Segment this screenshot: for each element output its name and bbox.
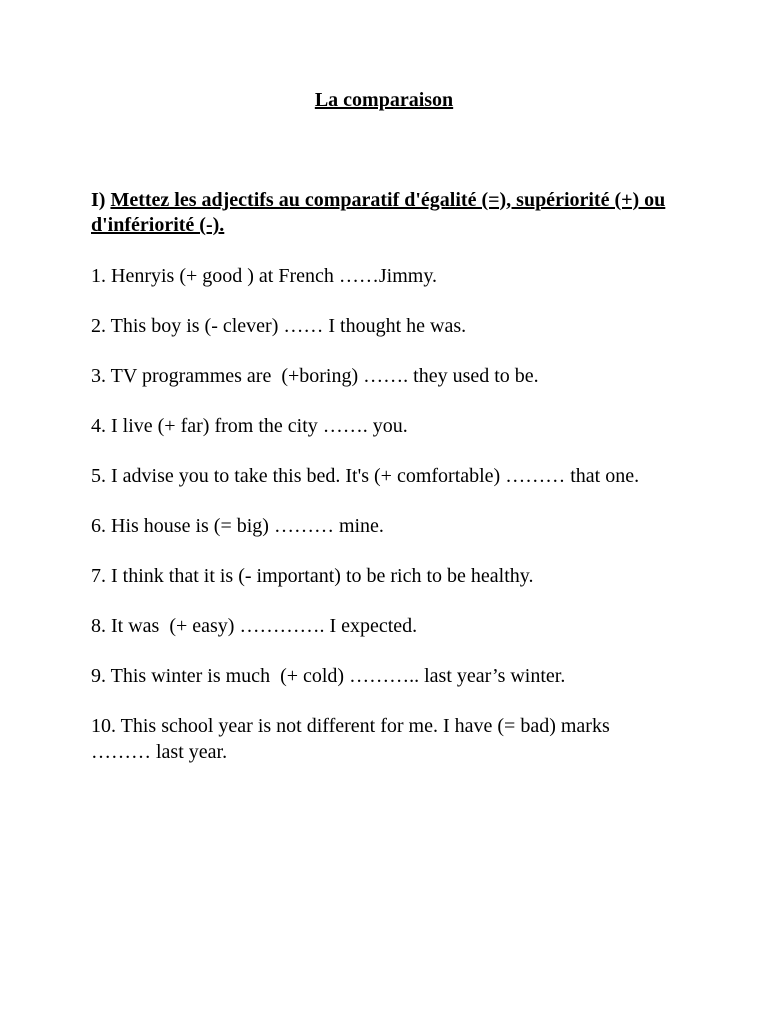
exercise-item-10: 10. This school year is not different for me. I have (= bad) marks ……… last year. — [91, 715, 615, 763]
exercise-item-9: 9. This winter is much (+ cold) ……….. last year’s winter. — [91, 665, 566, 687]
exercise-item-4: 4. I live (+ far) from the city ……. you. — [91, 415, 408, 437]
exercise-item-3: 3. TV programmes are (+boring) ……. they used to be. — [91, 365, 539, 387]
instruction-text: Mettez les adjectifs au comparatif d'égalité (=), supériorité (+) ou d'infériorité (-). — [91, 189, 666, 236]
exercise-item-6: 6. His house is (= big) ……… mine. — [91, 515, 384, 537]
exercise-item-1: 1. Henryis (+ good ) at French ……Jimmy. — [91, 265, 438, 287]
exercise-item-2: 2. This boy is (- clever) …… I thought he was. — [91, 315, 467, 337]
exercise-item-7: 7. I think that it is (- important) to be rich to be healthy. — [91, 565, 534, 587]
page-title: La comparaison — [314, 89, 454, 111]
exercise-item-8: 8. It was (+ easy) …………. I expected. — [91, 615, 418, 637]
exercise-item-5: 5. I advise you to take this bed. It's (+ comfortable) ……… that one. — [91, 465, 640, 487]
exercise-instruction — [91, 188, 691, 238]
instruction-numeral: I) — [91, 189, 106, 211]
exercise-list — [91, 263, 671, 789]
